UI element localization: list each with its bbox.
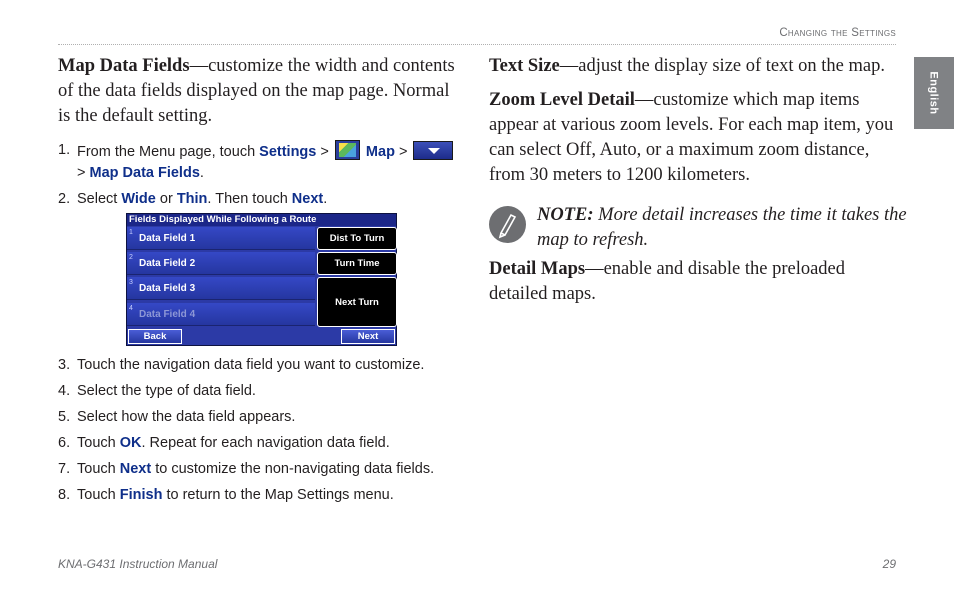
manual-title: KNA-G431 Instruction Manual [58,557,218,571]
language-tab [914,57,954,129]
map-data-fields-term: Map Data Fields [58,56,190,76]
step-number: 1. [58,142,71,158]
finish-keyword: Finish [119,487,163,503]
step-number: 6. [58,435,71,451]
detail-maps-paragraph [489,257,901,307]
field-label: Data Field 4 [139,309,196,320]
step-number: 2. [58,191,71,207]
step-number: 7. [58,461,71,477]
step-number: 4. [58,383,71,399]
language-tab-label: English [928,71,941,115]
field-number: 1 [129,229,133,236]
turn-time-button[interactable]: Turn Time [317,252,397,275]
map-icon [335,140,360,160]
data-field-2-button[interactable] [127,252,315,275]
header-divider [58,44,896,45]
map-data-fields-desc: —customize the width and contents of the data fields displayed on the map page. Normal is the default setting. [58,56,455,126]
next-button[interactable]: Next [341,329,395,344]
step-text: From the Menu page, touch [77,144,260,160]
zoom-level-term: Zoom Level Detail [489,90,635,110]
settings-keyword: Settings [259,144,317,160]
ok-keyword: OK [119,435,142,451]
separator: > [316,144,333,160]
map-data-fields-keyword: Map Data Fields [89,165,200,181]
thin-keyword: Thin [176,191,208,207]
step-3 [58,355,464,376]
screen-title: Fields Displayed While Following a Route [127,214,396,226]
next-keyword: Next [291,191,324,207]
separator: > [77,165,90,181]
step-text: to return to the Map Settings menu. [162,487,394,503]
steps-list-continued [58,355,464,506]
back-button[interactable]: Back [128,329,182,344]
step-end: . [323,191,328,207]
step-number: 5. [58,409,71,425]
map-data-fields-paragraph [58,54,464,129]
detail-maps-term: Detail Maps [489,259,586,279]
step-end: . [199,165,204,181]
step-1 [58,140,464,184]
step-text: . Repeat for each navigation data field. [141,435,390,451]
field-label: Data Field 3 [139,283,196,294]
note-pencil-icon [489,206,526,243]
step-text: Select [77,191,122,207]
note-paragraph [537,203,907,253]
text-size-desc: —adjust the display size of text on the map. [559,56,885,76]
zoom-level-desc: —customize which map items appear at various zoom levels. For each map item, you can select Off, Auto, or a maximum zoom distance, from 30 meters to 1200 kilometers. [489,90,894,185]
text-size-term: Text Size [489,56,560,76]
step-text: to customize the non-navigating data fields. [151,461,435,477]
step-7 [58,459,464,480]
page-number: 29 [882,557,896,571]
step-6 [58,433,464,454]
step-text: Select how the data field appears. [77,409,296,425]
note-text: More detail increases the time it takes the map to refresh. [537,205,907,250]
right-column [489,54,901,188]
step-text: Touch [77,487,120,503]
text-size-paragraph [489,54,901,79]
field-label: Data Field 2 [139,258,196,269]
step-5 [58,407,464,428]
next-turn-button[interactable]: Next Turn [317,277,397,327]
step-2 [58,189,464,210]
step-text: or [155,191,177,207]
step-text: Touch [77,461,120,477]
step-text: Touch the navigation data field you want to customize. [77,357,425,373]
step-text: Touch [77,435,120,451]
separator: > [394,144,412,160]
field-number: 4 [129,305,133,312]
down-arrow-icon [413,141,453,160]
left-column [58,54,464,210]
step-number: 3. [58,357,71,373]
field-label: Data Field 1 [139,233,196,244]
wide-keyword: Wide [121,191,156,207]
next-keyword: Next [119,461,152,477]
dist-to-turn-button[interactable]: Dist To Turn [317,227,397,250]
steps-list [58,140,464,210]
step-text: . Then touch [207,191,292,207]
step-4 [58,381,464,402]
step-number: 8. [58,487,71,503]
data-field-3-button[interactable] [127,277,315,300]
map-keyword: Map [365,144,395,160]
section-title: Changing the Settings [779,27,896,39]
device-screenshot [126,213,397,346]
detail-maps-desc: —enable and disable the preloaded detailed maps. [489,259,846,304]
field-number: 3 [129,279,133,286]
data-field-4-button[interactable] [127,303,315,326]
zoom-level-paragraph [489,88,901,188]
step-text: Select the type of data field. [77,383,256,399]
data-field-1-button[interactable] [127,227,315,250]
step-8 [58,485,464,506]
note-label: NOTE: [537,205,594,225]
field-number: 2 [129,254,133,261]
